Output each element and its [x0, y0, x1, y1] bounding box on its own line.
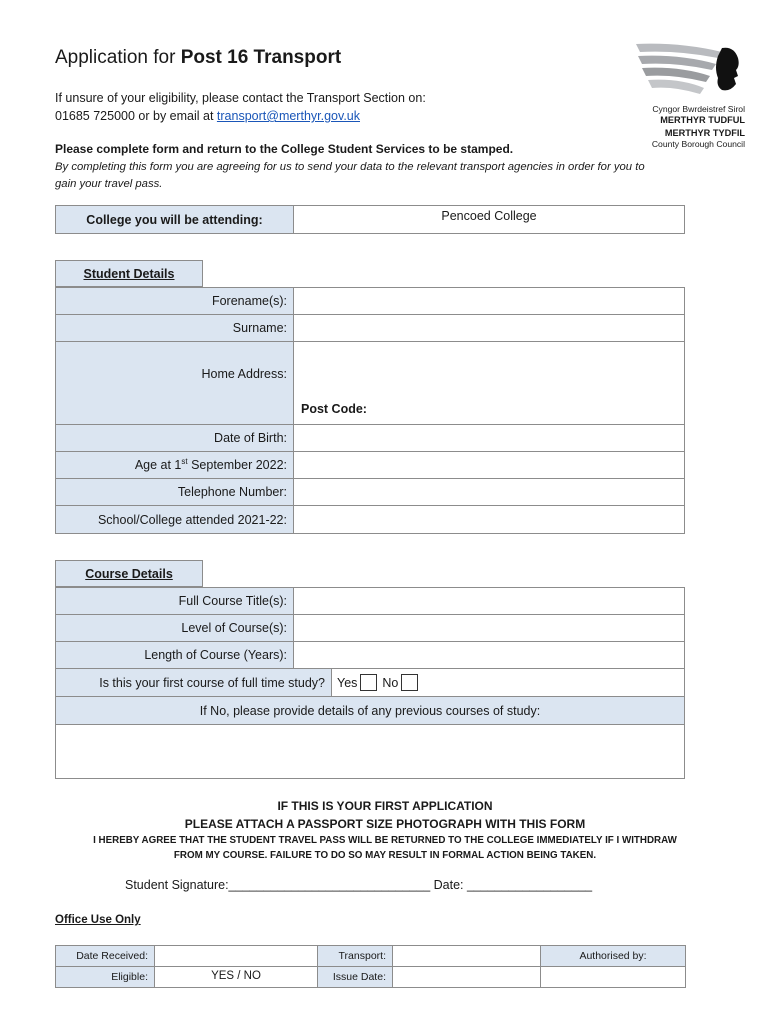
course-title-field[interactable]: [293, 587, 685, 615]
phone-field[interactable]: [293, 478, 685, 506]
yes-checkbox[interactable]: [360, 674, 377, 691]
forename-label-text: Forename(s):: [211, 294, 287, 308]
signature-line[interactable]: Student Signature:_____________________________ Date: __________________: [125, 878, 593, 892]
authorised-label: [540, 945, 686, 967]
intro-text: [55, 89, 426, 125]
notice-line2: PLEASE ATTACH A PASSPORT SIZE PHOTOGRAPH WITH THIS FORM: [184, 817, 586, 831]
surname-label-text: Surname:: [232, 321, 287, 335]
age-label: [55, 451, 294, 479]
eligible-label-text: Eligible:: [111, 971, 148, 983]
surname-label: [55, 314, 294, 342]
first-course-options: [331, 668, 685, 697]
first-course-label: [55, 668, 332, 697]
forename-field[interactable]: [293, 287, 685, 315]
age-suffix: September 2022:: [187, 458, 287, 473]
notice-line3: I HEREBY AGREE THAT THE STUDENT TRAVEL PASS WILL BE RETURNED TO THE COLLEGE IMMEDIATELY IF I WITHDRAW: [93, 835, 677, 846]
authorised-label-text: Authorised by:: [579, 950, 647, 962]
age-field[interactable]: [293, 451, 685, 479]
course-details-title: Course Details: [85, 566, 173, 581]
instruction-bold: Please complete form and return to the College Student Services to be stamped.: [55, 142, 514, 156]
course-length-field[interactable]: [293, 641, 685, 669]
council-logo-icon: [630, 40, 745, 102]
course-level-label: [55, 614, 294, 642]
phone-label-text: Telephone Number:: [177, 485, 287, 499]
first-course-label-text: Is this your first course of full time study?: [99, 675, 325, 690]
phone-label: [55, 478, 294, 506]
eligible-field[interactable]: [154, 966, 318, 988]
eligible-value: YES / NO: [211, 970, 261, 982]
instruction-italic: By completing this form you are agreeing for us to send your data to the relevant transport agencies in order for you to gain your travel pass.: [55, 161, 645, 190]
email-link[interactable]: transport@merthyr.gov.uk: [216, 109, 360, 123]
course-level-label-text: Level of Course(s):: [181, 621, 287, 635]
intro-line2: [55, 107, 426, 125]
previous-courses-label-text: If No, please provide details of any previous courses of study:: [199, 703, 541, 718]
transport-field[interactable]: [392, 945, 541, 967]
course-title-label: [55, 587, 294, 615]
forename-label: [55, 287, 294, 315]
yes-label: Yes: [337, 675, 358, 690]
date-received-label: [55, 945, 155, 967]
previous-courses-field[interactable]: [55, 724, 685, 779]
college-value: Pencoed College: [441, 209, 537, 223]
issue-date-label-text: Issue Date:: [332, 971, 386, 983]
logo-line2: MERTHYR TUDFUL: [660, 115, 745, 125]
logo-line4: County Borough Council: [651, 139, 745, 149]
logo-line1: Cyngor Bwrdeistref Sirol: [652, 104, 745, 114]
course-details-tab: [55, 560, 203, 587]
student-details-tab: [55, 260, 203, 287]
address-label-text: Home Address:: [201, 367, 287, 381]
logo-line3: MERTHYR TYDFIL: [664, 128, 745, 138]
college-field[interactable]: [293, 205, 685, 234]
notice-line4: FROM MY COURSE. FAILURE TO DO SO MAY RESULT IN FORMAL ACTION BEING TAKEN.: [173, 850, 597, 861]
page-title: [55, 47, 341, 69]
college-label-text: College you will be attending:: [86, 212, 263, 227]
course-title-label-text: Full Course Title(s):: [178, 594, 287, 608]
student-details-title: Student Details: [83, 266, 175, 281]
college-label: [55, 205, 294, 234]
course-level-field[interactable]: [293, 614, 685, 642]
transport-label: [317, 945, 393, 967]
date-received-field[interactable]: [154, 945, 318, 967]
issue-date-label: [317, 966, 393, 988]
intro-line1: If unsure of your eligibility, please contact the Transport Section on:: [55, 91, 426, 105]
dob-field[interactable]: [293, 424, 685, 452]
issue-date-field[interactable]: [392, 966, 541, 988]
course-length-label-text: Length of Course (Years):: [144, 648, 287, 662]
school-label-text: School/College attended 2021-22:: [97, 512, 287, 527]
transport-label-text: Transport:: [338, 950, 386, 962]
eligible-label: [55, 966, 155, 988]
no-checkbox[interactable]: [401, 674, 418, 691]
council-logo: [630, 40, 745, 160]
notice-line1: IF THIS IS YOUR FIRST APPLICATION: [277, 799, 493, 813]
authorised-field[interactable]: [540, 966, 686, 988]
age-prefix: Age at 1: [134, 458, 182, 473]
title-prefix: Application for: [55, 47, 181, 68]
address-label: [55, 341, 294, 425]
dob-label-text: Date of Birth:: [214, 431, 287, 445]
course-length-label: [55, 641, 294, 669]
surname-field[interactable]: [293, 314, 685, 342]
date-received-label-text: Date Received:: [76, 950, 148, 962]
age-sup: st: [181, 457, 188, 467]
office-use-title: Office Use Only: [55, 914, 141, 926]
previous-courses-label: [55, 696, 685, 725]
intro-phone: 01685 725000 or by email at: [55, 109, 217, 123]
title-bold: Post 16 Transport: [180, 47, 342, 68]
dob-label: [55, 424, 294, 452]
address-field[interactable]: [293, 341, 685, 425]
school-field[interactable]: [293, 505, 685, 534]
age-label-text: [135, 457, 287, 472]
school-label: [55, 505, 294, 534]
no-label: No: [382, 675, 399, 690]
postcode-label: Post Code:: [301, 402, 367, 416]
